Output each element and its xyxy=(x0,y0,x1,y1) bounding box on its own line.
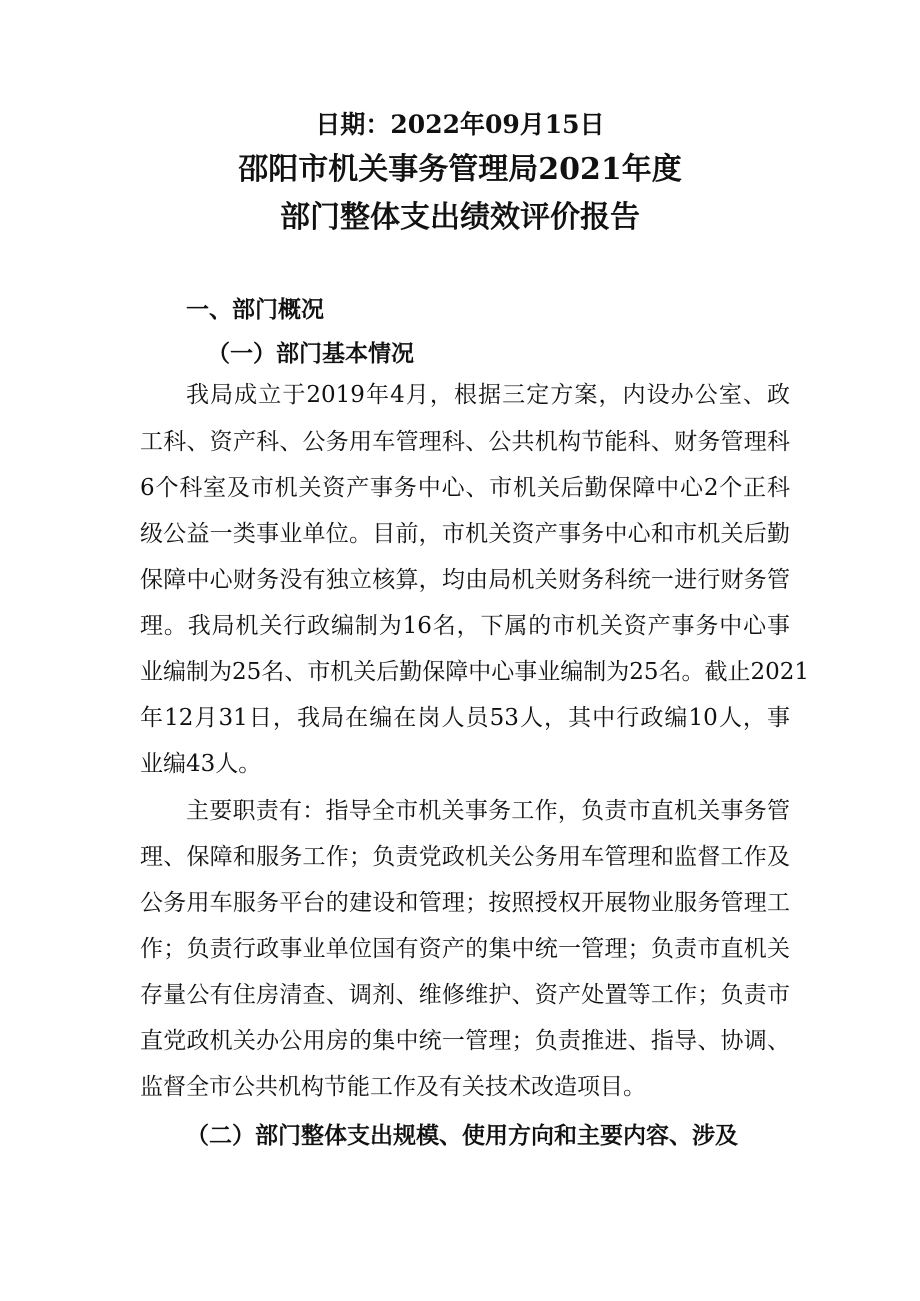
section-heading-department-overview: 一、部门概况 xyxy=(186,296,324,323)
paragraph-line: 监督全市公共机构节能工作及有关技术改造项目。 xyxy=(140,1074,646,1100)
paragraph-line: 年12月31日，我局在编在岗人员53人，其中行政编10人，事 xyxy=(140,705,790,731)
report-title-line-2: 部门整体支出绩效评价报告 xyxy=(280,200,640,235)
paragraph-line: 工科、资产科、公务用车管理科、公共机构节能科、财务管理科 xyxy=(140,429,790,455)
paragraph-line: 直党政机关办公用房的集中统一管理；负责推进、指导、协调、 xyxy=(140,1028,790,1054)
paragraph-line: 6个科室及市机关资产事务中心、市机关后勤保障中心2个正科 xyxy=(140,475,790,501)
report-date: 日期：2022年09月15日 xyxy=(315,110,605,139)
paragraph-line: 存量公有住房清查、调剂、维修维护、资产处置等工作；负责市 xyxy=(140,982,790,1008)
paragraph-line: 保障中心财务没有独立核算，均由局机关财务科统一进行财务管 xyxy=(140,567,790,593)
report-title-line-1: 邵阳市机关事务管理局2021年度 xyxy=(238,152,682,187)
subsection-heading-basic-info: （一）部门基本情况 xyxy=(207,340,414,367)
paragraph-line: 理。我局机关行政编制为16名，下属的市机关资产事务中心事 xyxy=(140,613,790,639)
subsection-heading-expenditure: （二）部门整体支出规模、使用方向和主要内容、涉及 xyxy=(186,1122,738,1149)
paragraph-line: 级公益一类事业单位。目前，市机关资产事务中心和市机关后勤 xyxy=(140,521,790,547)
paragraph-line: 业编制为25名、市机关后勤保障中心事业编制为25名。截止2021 xyxy=(140,659,810,685)
paragraph-line: 主要职责有：指导全市机关事务工作，负责市直机关事务管 xyxy=(186,798,790,824)
paragraph-line: 业编43人。 xyxy=(140,751,262,777)
paragraph-line: 理、保障和服务工作；负责党政机关公务用车管理和监督工作及 xyxy=(140,844,790,870)
paragraph-line: 我局成立于2019年4月，根据三定方案，内设办公室、政 xyxy=(186,382,790,408)
paragraph-line: 作；负责行政事业单位国有资产的集中统一管理；负责市直机关 xyxy=(140,936,790,962)
paragraph-line: 公务用车服务平台的建设和管理；按照授权开展物业服务管理工 xyxy=(140,890,790,916)
